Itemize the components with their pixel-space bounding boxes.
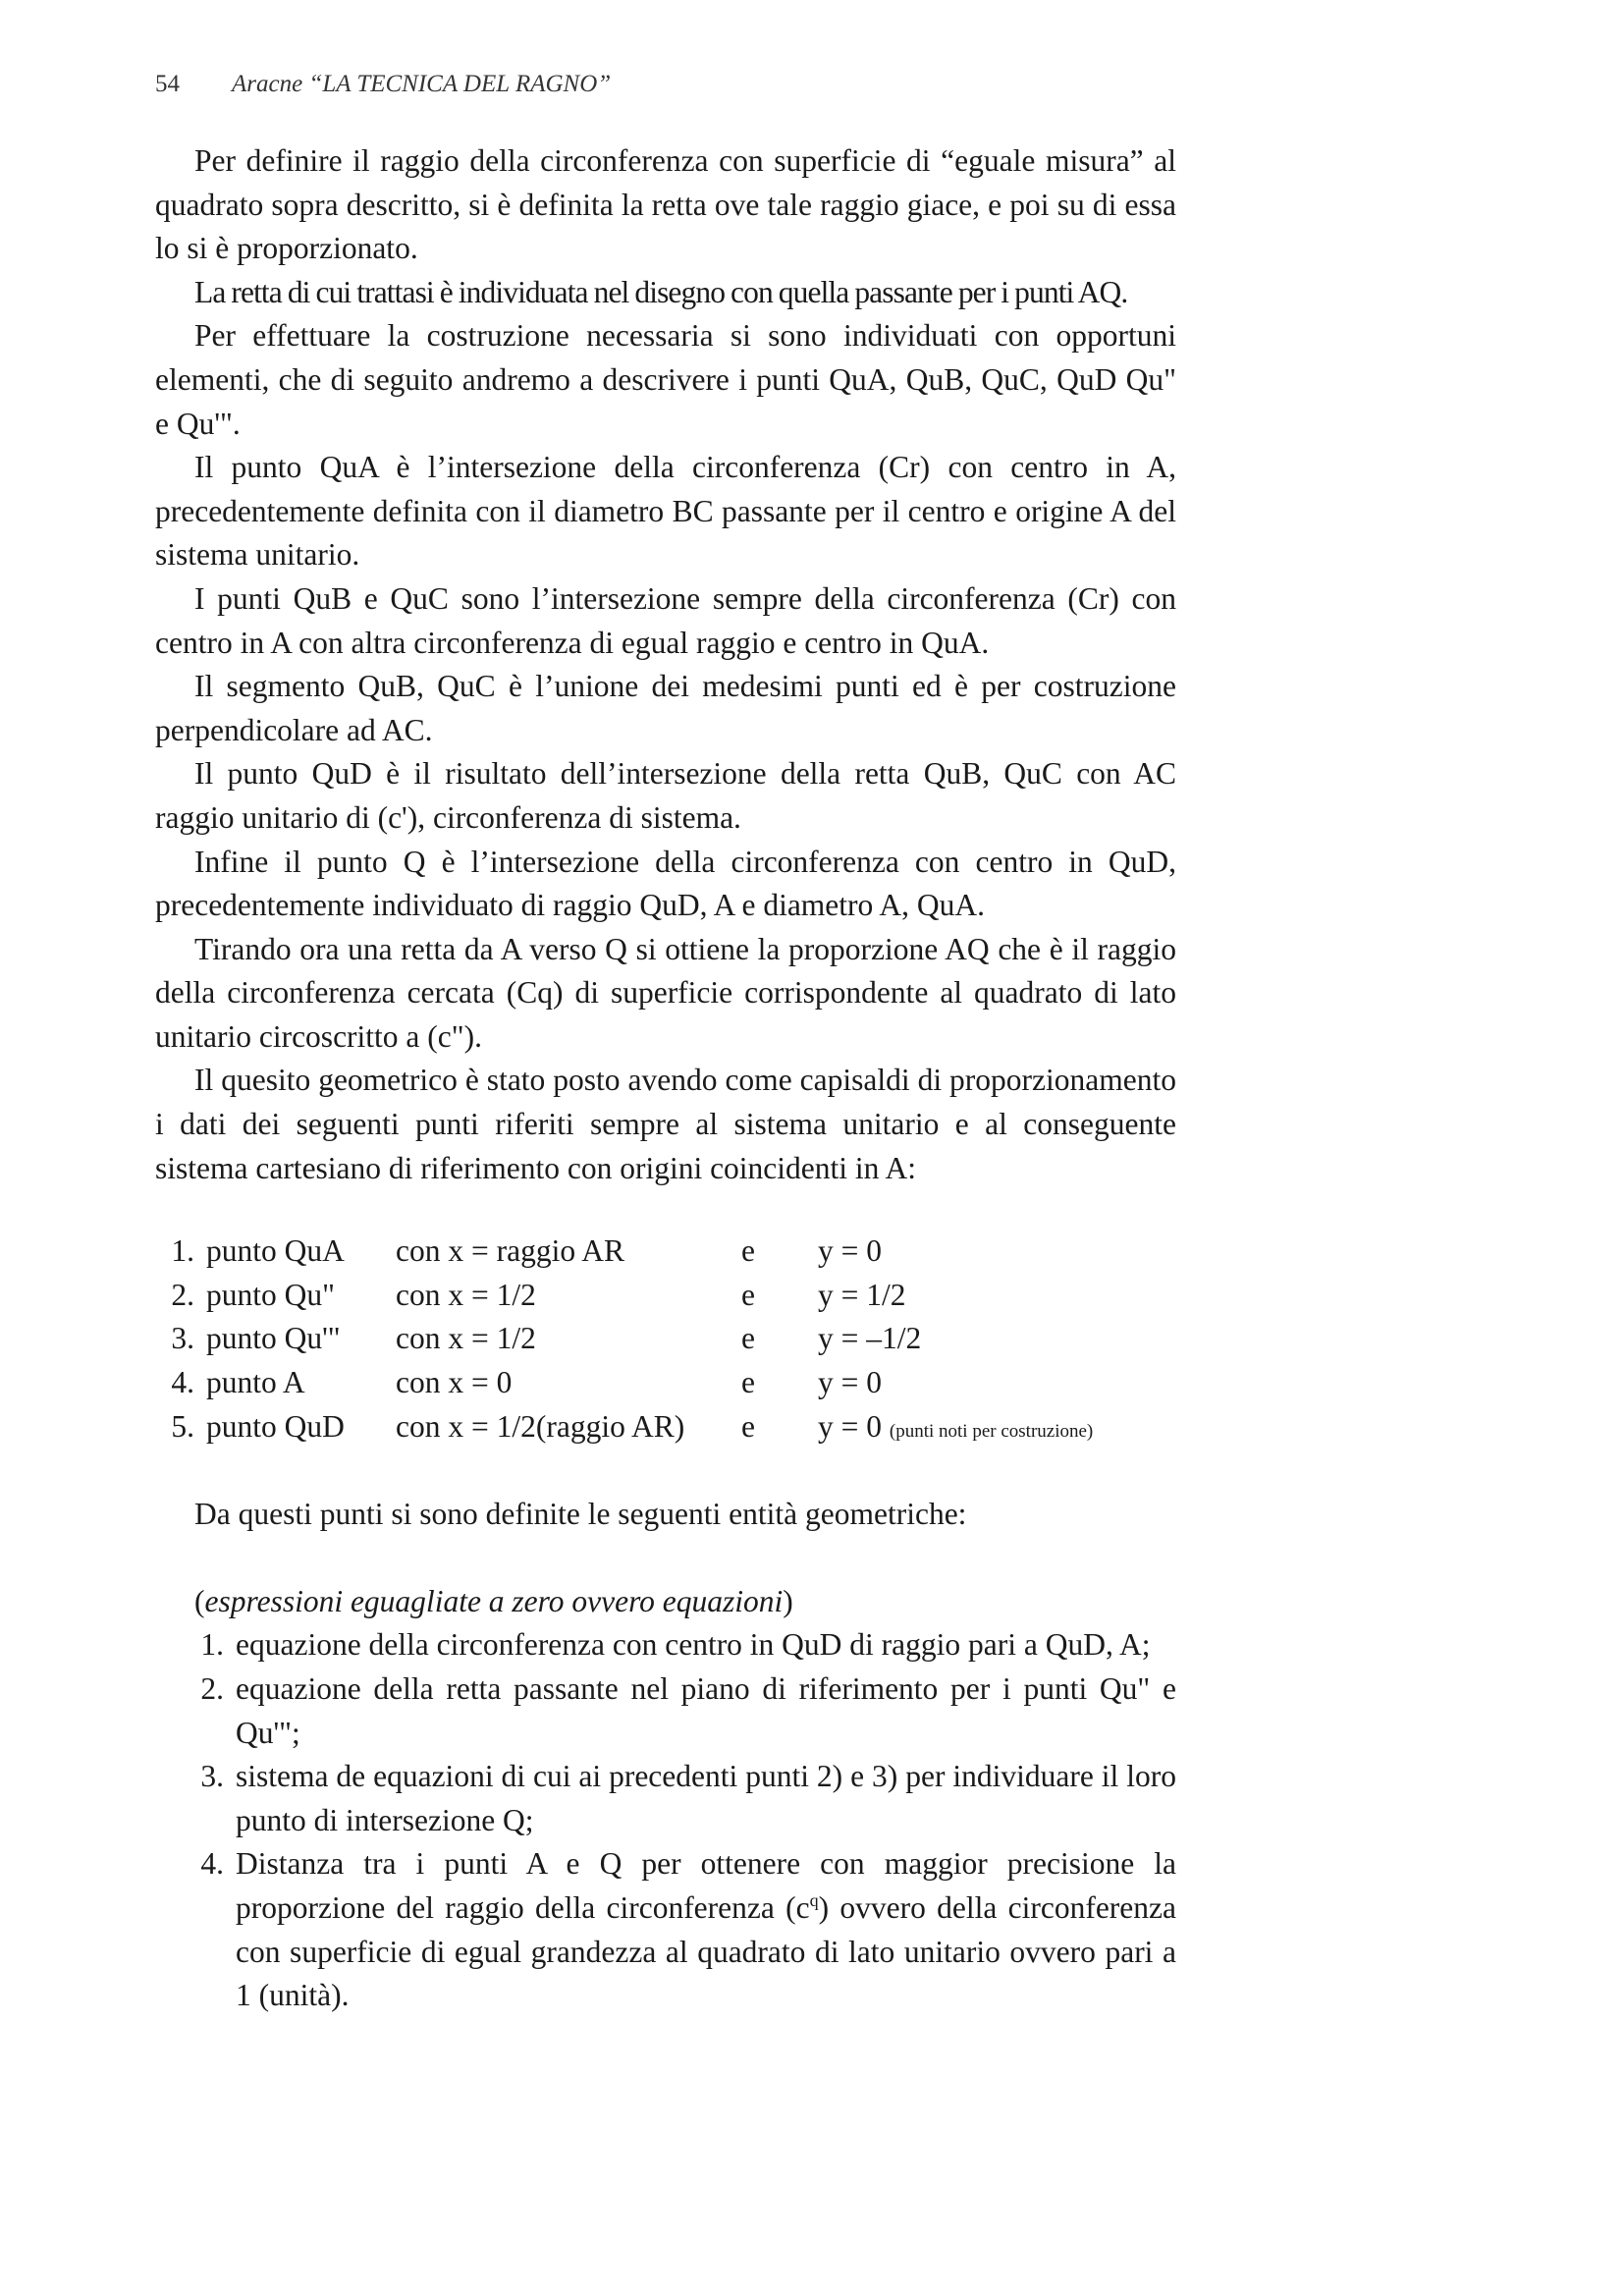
list-item	[155, 1842, 1176, 2017]
item-text: sistema de equazioni di cui ai precedenti punti 2) e 3) per individuare il loro punto di intersezione Q;	[236, 1759, 1176, 1837]
item-number: 2.	[171, 1277, 194, 1312]
item-number: 2.	[200, 1671, 224, 1706]
equations-list	[155, 1623, 1176, 2017]
item-text: equazione della retta passante nel piano di riferimento per i punti Qu" e Qu'";	[236, 1671, 1176, 1750]
point-note: (punti noti per costruzione)	[889, 1420, 1094, 1442]
item-number: 1.	[200, 1627, 224, 1663]
point-x: con x = 1/2(raggio AR)	[396, 1408, 685, 1444]
item-text-before: Distanza tra i punti A e Q per ottenere con maggior precisione la proporzione del raggio della circonferenza (c	[236, 1846, 1176, 1925]
point-y-value: y = 0	[818, 1408, 883, 1444]
point-y: y = 0	[818, 1365, 883, 1400]
page-header	[155, 71, 611, 98]
paragraph: I punti QuB e QuC sono l’intersezione sempre della circonferenza (Cr) con centro in A con altra circonferenza di egual raggio e centro in QuA.	[155, 580, 1176, 660]
point-conj: e	[741, 1365, 755, 1400]
point-name: punto A	[206, 1365, 305, 1400]
equations-heading-italic: espressioni eguagliate a zero ovvero equazioni	[204, 1583, 784, 1618]
point-name: punto Qu"	[206, 1277, 335, 1312]
points-list	[155, 1230, 1176, 1453]
point-x: con x = raggio AR	[396, 1233, 624, 1269]
point-conj: e	[741, 1233, 755, 1269]
point-conj: e	[741, 1277, 755, 1312]
list-item	[155, 1623, 1176, 1667]
point-conj: e	[741, 1408, 755, 1444]
point-y: y = 1/2	[818, 1277, 906, 1312]
list-item	[155, 1361, 1176, 1405]
list-item	[155, 1667, 1176, 1755]
item-text-after: ) ovvero della circonferenza con superficie di egual grandezza al quadrato di lato unitario ovvero pari a 1 (unità).	[236, 1889, 1176, 2013]
list-item	[155, 1755, 1176, 1842]
page-body	[155, 139, 1176, 2018]
paragraph: Per definire il raggio della circonferenza con superficie di “eguale misura” al quadrato sopra descritto, si è definita la retta ove tale raggio giace, e poi su di essa lo si è proporzionato.	[155, 143, 1176, 266]
paren-open: (	[194, 1583, 205, 1618]
item-number: 5.	[171, 1408, 194, 1444]
list-item	[155, 1274, 1176, 1318]
point-y	[818, 1405, 1093, 1454]
paragraph: Il punto QuA è l’intersezione della circonferenza (Cr) con centro in A, precedentemente definita con il diametro BC passante per il centro e origine A del sistema unitario.	[155, 450, 1176, 573]
running-title: Aracne “LA TECNICA DEL RAGNO”	[232, 71, 612, 97]
item-number: 4.	[200, 1846, 224, 1882]
point-conj: e	[741, 1321, 755, 1356]
point-name: punto QuA	[206, 1233, 345, 1269]
point-name: punto Qu'"	[206, 1321, 341, 1356]
paragraph: Tirando ora una retta da A verso Q si ottiene la proporzione AQ che è il raggio della circonferenza cercata (Cq) di superficie corrispondente al quadrato di lato unitario circoscritto a (c").	[155, 931, 1176, 1054]
paragraph: Per effettuare la costruzione necessaria si sono individuati con opportuni elementi, che di seguito andremo a descrivere i punti QuA, QuB, QuC, QuD Qu" e Qu'".	[155, 318, 1176, 441]
paragraph: Da questi punti si sono definite le seguenti entità geometriche:	[194, 1497, 967, 1532]
point-y: y = –1/2	[818, 1321, 922, 1356]
paren-close: )	[783, 1583, 793, 1618]
paragraph: Il segmento QuB, QuC è l’unione dei medesimi punti ed è per costruzione perpendicolare ad AC.	[155, 669, 1176, 747]
point-y: y = 0	[818, 1233, 883, 1269]
item-number: 1.	[171, 1233, 194, 1269]
point-x: con x = 1/2	[396, 1321, 536, 1356]
list-item	[155, 1230, 1176, 1274]
item-text	[236, 1842, 1176, 2017]
point-name: punto QuD	[206, 1408, 345, 1444]
page-number: 54	[155, 71, 180, 97]
list-item	[155, 1317, 1176, 1361]
equations-heading	[155, 1580, 1176, 1624]
item-text: equazione della circonferenza con centro in QuD di raggio pari a QuD, A;	[236, 1627, 1151, 1663]
item-number: 3.	[200, 1759, 224, 1794]
item-number: 4.	[171, 1365, 194, 1400]
paragraph: Il punto QuD è il risultato dell’intersezione della retta QuB, QuC con AC raggio unitario di (c'), circonferenza di sistema.	[155, 756, 1176, 835]
point-x: con x = 0	[396, 1365, 513, 1400]
paragraph: La retta di cui trattasi è individuata nel disegno con quella passante per i punti AQ.	[194, 274, 1128, 309]
spacer	[155, 1537, 1176, 1580]
paragraph: Infine il punto Q è l’intersezione della circonferenza con centro in QuD, precedentemente individuato di raggio QuD, A e diametro A, QuA.	[155, 844, 1176, 923]
superscript: q	[809, 1889, 819, 1910]
item-number: 3.	[171, 1321, 194, 1356]
point-x: con x = 1/2	[396, 1277, 536, 1312]
list-item	[155, 1405, 1176, 1454]
paragraph: Il quesito geometrico è stato posto avendo come capisaldi di proporzionamento i dati dei seguenti punti riferiti sempre al sistema unitario e al conseguente sistema cartesiano di riferimento con origini coincidenti in A:	[155, 1063, 1176, 1185]
